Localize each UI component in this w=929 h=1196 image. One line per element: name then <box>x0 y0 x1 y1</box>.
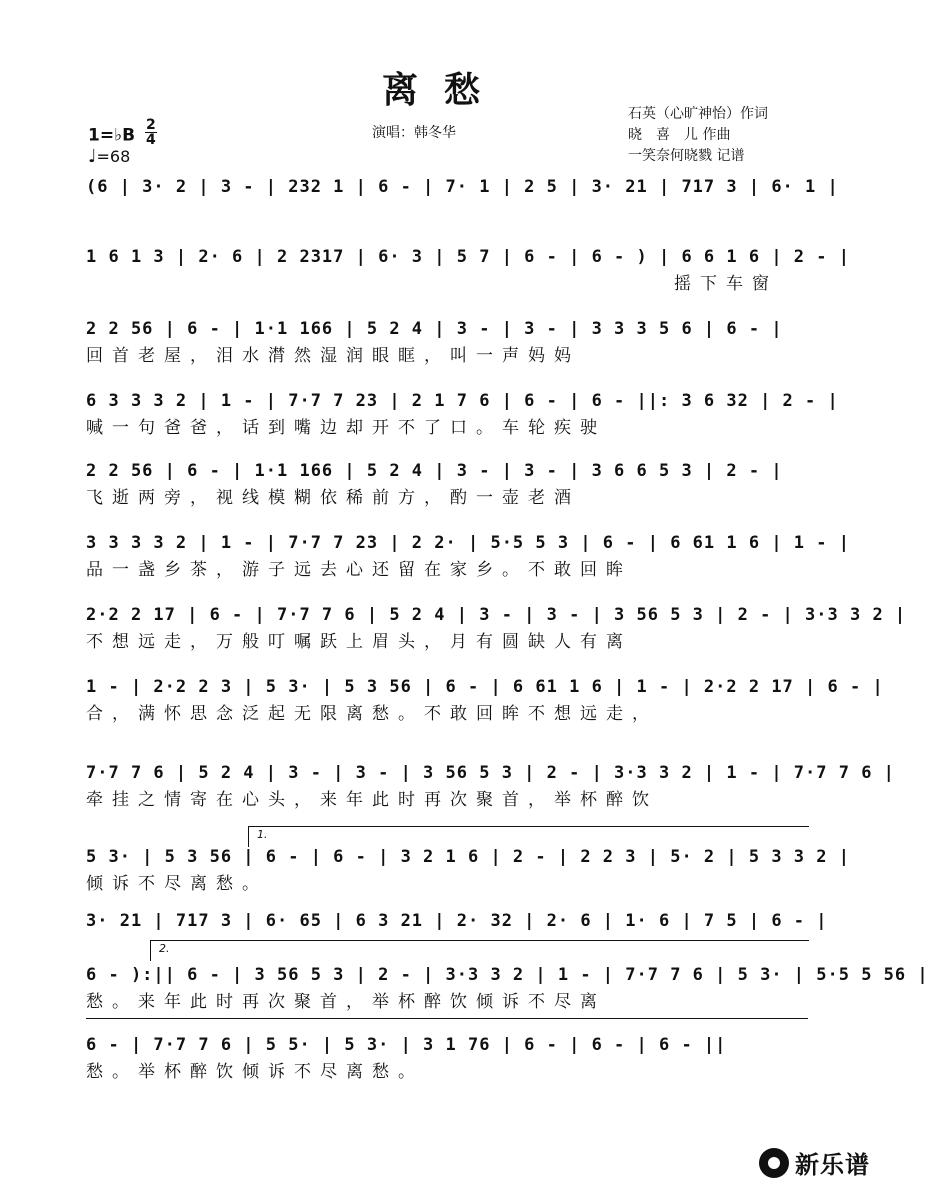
ending-2-bracket <box>150 940 809 961</box>
credits-block <box>628 104 768 167</box>
notation-line: 6 - ):|| 6 - | 3 56 5 3 | 2 - | 3·3 3 2 | 1 - | 7·7 7 6 | 5 3· | 5·5 5 56 | <box>86 965 929 985</box>
staff-row <box>86 242 850 298</box>
notation-line: 3 3 3 3 2 | 1 - | 7·7 7 23 | 2 2· | 5·5 5 3 | 6 - | 6 61 1 6 | 1 - | <box>86 533 850 553</box>
logo-text: 新乐谱 <box>795 1151 870 1179</box>
staff-row <box>86 842 850 898</box>
lyric-line: 愁。来年此时再次聚首，举杯醉饮倾诉不尽离 <box>86 992 606 1012</box>
lyric-line: 合，满怀思念泛起无限离愁。不敢回眸不想远走， <box>86 704 658 724</box>
ending-1-label: 1. <box>257 828 268 841</box>
lyric-line: 不想远走，万般叮嘱跃上眉头，月有圆缺人有离 <box>86 632 632 652</box>
staff-row <box>86 456 808 512</box>
notation-line: 2 2 56 | 6 - | 1·1 166 | 5 2 4 | 3 - | 3 - | 3 6 6 5 3 | 2 - | <box>86 461 783 481</box>
staff-row <box>86 314 808 370</box>
notation-line: 6 3 3 3 2 | 1 - | 7·7 7 23 | 2 1 7 6 | 6 - | 6 - ||: 3 6 32 | 2 - | <box>86 391 839 411</box>
notation-line: 1 6 1 3 | 2· 6 | 2 2317 | 6· 3 | 5 7 | 6 - | 6 - ) | 6 6 1 6 | 2 - | <box>86 247 850 267</box>
lyric-line: 品一盏乡茶，游子远去心还留在家乡。不敢回眸 <box>86 560 632 580</box>
lyric-line: 喊一句爸爸，话到嘴边却开不了口。车轮疾驶 <box>86 418 606 438</box>
ending-2-label: 2. <box>159 942 170 955</box>
tempo-value: =68 <box>96 147 131 166</box>
singer-credit: 演唱：韩冬华 <box>372 125 456 141</box>
quarter-note-icon: ♩ <box>88 146 97 167</box>
transcriber-credit: 一笑奈何晓戮 记谱 <box>628 148 745 164</box>
staff-row <box>86 600 907 656</box>
staff-row <box>86 960 929 1016</box>
notation-line: 1 - | 2·2 2 3 | 5 3· | 5 3 56 | 6 - | 6 61 1 6 | 1 - | 2·2 2 17 | 6 - | <box>86 677 884 697</box>
lyricist-credit: 石英（心旷神怡）作词 <box>628 106 768 122</box>
key-label: 1=♭B <box>88 125 136 146</box>
meter-top: 2 <box>145 117 156 133</box>
composer-credit: 晓 喜 儿 作曲 <box>628 127 731 143</box>
staff-row <box>86 1030 808 1086</box>
notation-line: 6 - | 7·7 7 6 | 5 5· | 5 3· | 3 1 76 | 6 - | 6 - | 6 - || <box>86 1035 727 1055</box>
site-logo <box>759 1145 870 1180</box>
notation-line: 2 2 56 | 6 - | 1·1 166 | 5 2 4 | 3 - | 3 - | 3 3 3 5 6 | 6 - | <box>86 319 783 339</box>
staff-row <box>86 386 839 442</box>
meter-bottom: 4 <box>145 132 156 148</box>
song-title: 离愁 <box>381 70 506 111</box>
staff-row <box>86 172 839 228</box>
lyric-line: 牵挂之情寄在心头，来年此时再次聚首，举杯醉饮 <box>86 790 658 810</box>
lyric-line: 倾诉不尽离愁。 <box>86 874 268 894</box>
lyric-line: 愁。举杯醉饮倾诉不尽离愁。 <box>86 1062 424 1082</box>
lyric-line: 飞逝两旁，视线模糊依稀前方，酌一壶老酒 <box>86 488 580 508</box>
ending-1-bracket <box>248 826 809 847</box>
lyric-line: 摇下车窗 <box>674 274 778 294</box>
final-bracket <box>86 1018 808 1029</box>
notation-line: (6 | 3· 2 | 3 - | 232 1 | 6 - | 7· 1 | 2 5 | 3· 21 | 717 3 | 6· 1 | <box>86 177 839 197</box>
staff-row <box>86 528 850 584</box>
notation-line: 7·7 7 6 | 5 2 4 | 3 - | 3 - | 3 56 5 3 | 2 - | 3·3 3 2 | 1 - | 7·7 7 6 | <box>86 763 895 783</box>
staff-row <box>86 758 895 814</box>
notation-line: 3· 21 | 717 3 | 6· 65 | 6 3 21 | 2· 32 | 2· 6 | 1· 6 | 7 5 | 6 - | <box>86 911 828 931</box>
vinyl-disc-icon <box>759 1148 789 1178</box>
lyric-line <box>86 202 808 228</box>
staff-row <box>86 672 884 728</box>
lyric-line: 回首老屋，泪水潸然湿润眼眶，叫一声妈妈 <box>86 346 580 366</box>
notation-line: 2·2 2 17 | 6 - | 7·7 7 6 | 5 2 4 | 3 - | 3 - | 3 56 5 3 | 2 - | 3·3 3 2 | <box>86 605 907 625</box>
tempo-marking <box>88 146 130 167</box>
notation-line: 5 3· | 5 3 56 | 6 - | 6 - | 3 2 1 6 | 2 - | 2 2 3 | 5· 2 | 5 3 3 2 | <box>86 847 850 867</box>
time-signature <box>145 118 157 147</box>
